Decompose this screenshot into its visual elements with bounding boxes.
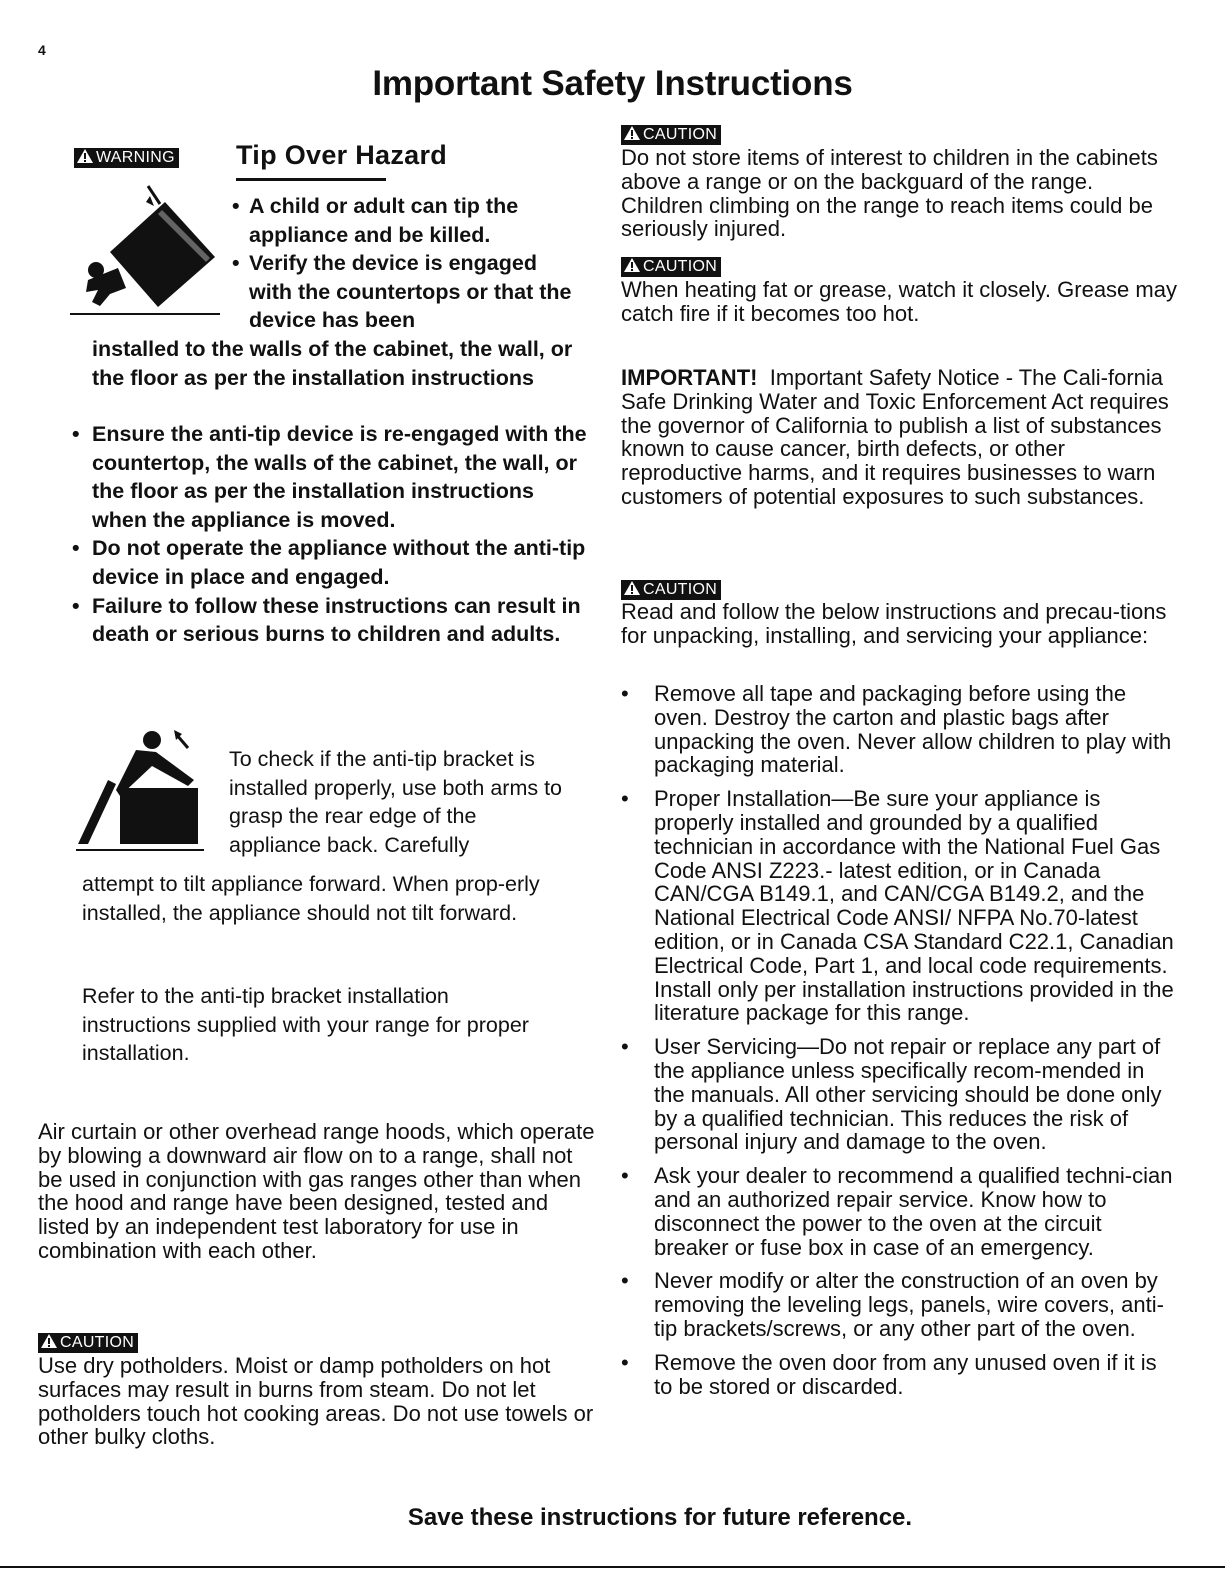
caution-badge-grease: CAUTION (621, 257, 721, 277)
anti-tip-check-illustration (76, 726, 210, 856)
important-label: IMPORTANT! (621, 365, 758, 390)
bullet-icon: • (232, 194, 240, 218)
caution-badge-unpacking: CAUTION (621, 580, 721, 600)
bullet-icon: • (621, 1163, 629, 1189)
unpacking-caution-text: Read and follow the below instructions and precau-tions for unpacking, installing, and servicing your appliance: (621, 599, 1167, 648)
warning-badge-label: WARNING (96, 149, 175, 166)
bullet-icon: • (621, 1349, 629, 1375)
tip-over-bullets-top (232, 192, 582, 335)
bullet-icon: • (72, 593, 80, 618)
caution-triangle-icon (624, 581, 640, 595)
list-item: • Remove all tape and packaging before using the oven. Destroy the carton and plastic bags after unpacking the oven. Never allow children to play with packaging material. (621, 681, 1172, 778)
page-number: 4 (38, 42, 46, 58)
anti-tip-check-text: To check if the anti-tip bracket is installed properly, use both arms to grasp the rear edge of the appliance back. Carefully (229, 747, 563, 857)
caution-badge-children: CAUTION (621, 125, 721, 145)
list-item: • Never modify or alter the construction of an oven by removing the leveling legs, panels, wire covers, anti-tip brackets/screws, or any other part of the oven. (621, 1268, 1164, 1341)
caution-triangle-icon (624, 126, 640, 140)
bullet-icon: • (621, 1268, 629, 1294)
list-item: • User Servicing—Do not repair or replace any part of the appliance unless specifically recom-mended in the manuals. All other servicing should be done only by a qualified technician. This reduces the risk of personal injury and damage to the oven. (621, 1034, 1162, 1155)
list-item: • Ensure the anti-tip device is re-engaged with the countertop, the walls of the cabinet, the wall, or the floor as per the installation instructions when the appliance is moved. (72, 422, 587, 532)
bullet-icon: • (621, 681, 629, 706)
warning-badge (74, 148, 179, 168)
tip-over-bullets-rest (72, 420, 592, 649)
bullet-icon: • (232, 251, 240, 276)
california-notice (621, 366, 1181, 509)
tip-over-title: Tip Over Hazard (236, 140, 448, 170)
children-caution-text: Do not store items of interest to children in the cabinets above a range or on the backguard of the range. Children climbing on the range to reach items could be seriously injured. (621, 145, 1158, 242)
bullet-icon: • (72, 536, 80, 561)
bullet-icon: • (621, 786, 629, 812)
precautions-list (621, 682, 1181, 1408)
caution-triangle-icon (41, 1334, 57, 1348)
important-text: Important Safety Notice - The Cali-fornia Safe Drinking Water and Toxic Enforcement Act requires the governor of California to publish a list of substances known to cause cancer, birth defects, or other reproductive harms, and it requires businesses to warn customers of potential exposures to such substances. (621, 365, 1169, 509)
list-item: • Proper Installation—Be sure your appliance is properly installed and grounded by a qualified technician in accordance with the National Fuel Gas Code ANSI Z223.- latest edition, or in Canada CAN/CGA B149.1, and CAN/CGA B149.2, and the National Electrical Code ANSI/ NFPA No.70-latest edition, or in Canada CSA Standard C22.1, Canadian Electrical Code, Part 1, and local code requirements. Install only per installation instructions provided in the literature package for this range. (621, 786, 1174, 1026)
list-item: • A child or adult can tip the appliance and be killed. (232, 194, 519, 247)
air-curtain-paragraph: Air curtain or other overhead range hoods, which operate by blowing a downward air flow on to a range, shall not be used in conjunction with gas ranges other than when the hood and range have been designed, tested and listed by an independent test laboratory for use in combination with each other. (38, 1119, 595, 1263)
caution-badge-potholders: CAUTION (38, 1333, 138, 1353)
anti-tip-check-text-continued: attempt to tilt appliance forward. When prop-erly installed, the appliance should not tilt forward. (82, 872, 540, 925)
list-item: • Failure to follow these instructions can result in death or serious burns to children and adults. (72, 593, 581, 647)
page-title: Important Safety Instructions (372, 64, 853, 103)
list-item: • Verify the device is engaged with the countertops or that the device has been (232, 251, 572, 333)
bullet-icon: • (72, 422, 80, 446)
list-item: • Ask your dealer to recommend a qualified techni-cian and an authorized repair service. Know how to disconnect the power to the oven at the circuit breaker or fuse box in case of an emergency. (621, 1163, 1173, 1260)
bullet-icon: • (621, 1034, 629, 1060)
grease-caution-text: When heating fat or grease, watch it closely. Grease may catch fire if it becomes too hot. (621, 277, 1177, 326)
caution-triangle-icon (624, 258, 640, 272)
tip-over-bullet-continuation: installed to the walls of the cabinet, the wall, or the floor as per the installation instructions (92, 337, 573, 390)
footer-note: Save these instructions for future reference. (407, 1504, 913, 1531)
refer-installation-text: Refer to the anti-tip bracket installation instructions supplied with your range for proper installation. (82, 984, 529, 1066)
tip-over-hazard-illustration (70, 182, 230, 322)
warning-triangle-icon (77, 149, 93, 163)
bottom-rule (0, 1566, 1225, 1568)
list-item: • Do not operate the appliance without the anti-tip device in place and engaged. (72, 536, 586, 589)
potholders-caution-text: Use dry potholders. Moist or damp potholders on hot surfaces may result in burns from steam. Do not let potholders touch hot cooking areas. Do not use towels or other bulky cloths. (38, 1353, 594, 1450)
tip-over-underline (236, 178, 386, 181)
list-item: • Remove the oven door from any unused oven if it is to be stored or discarded. (621, 1349, 1157, 1399)
